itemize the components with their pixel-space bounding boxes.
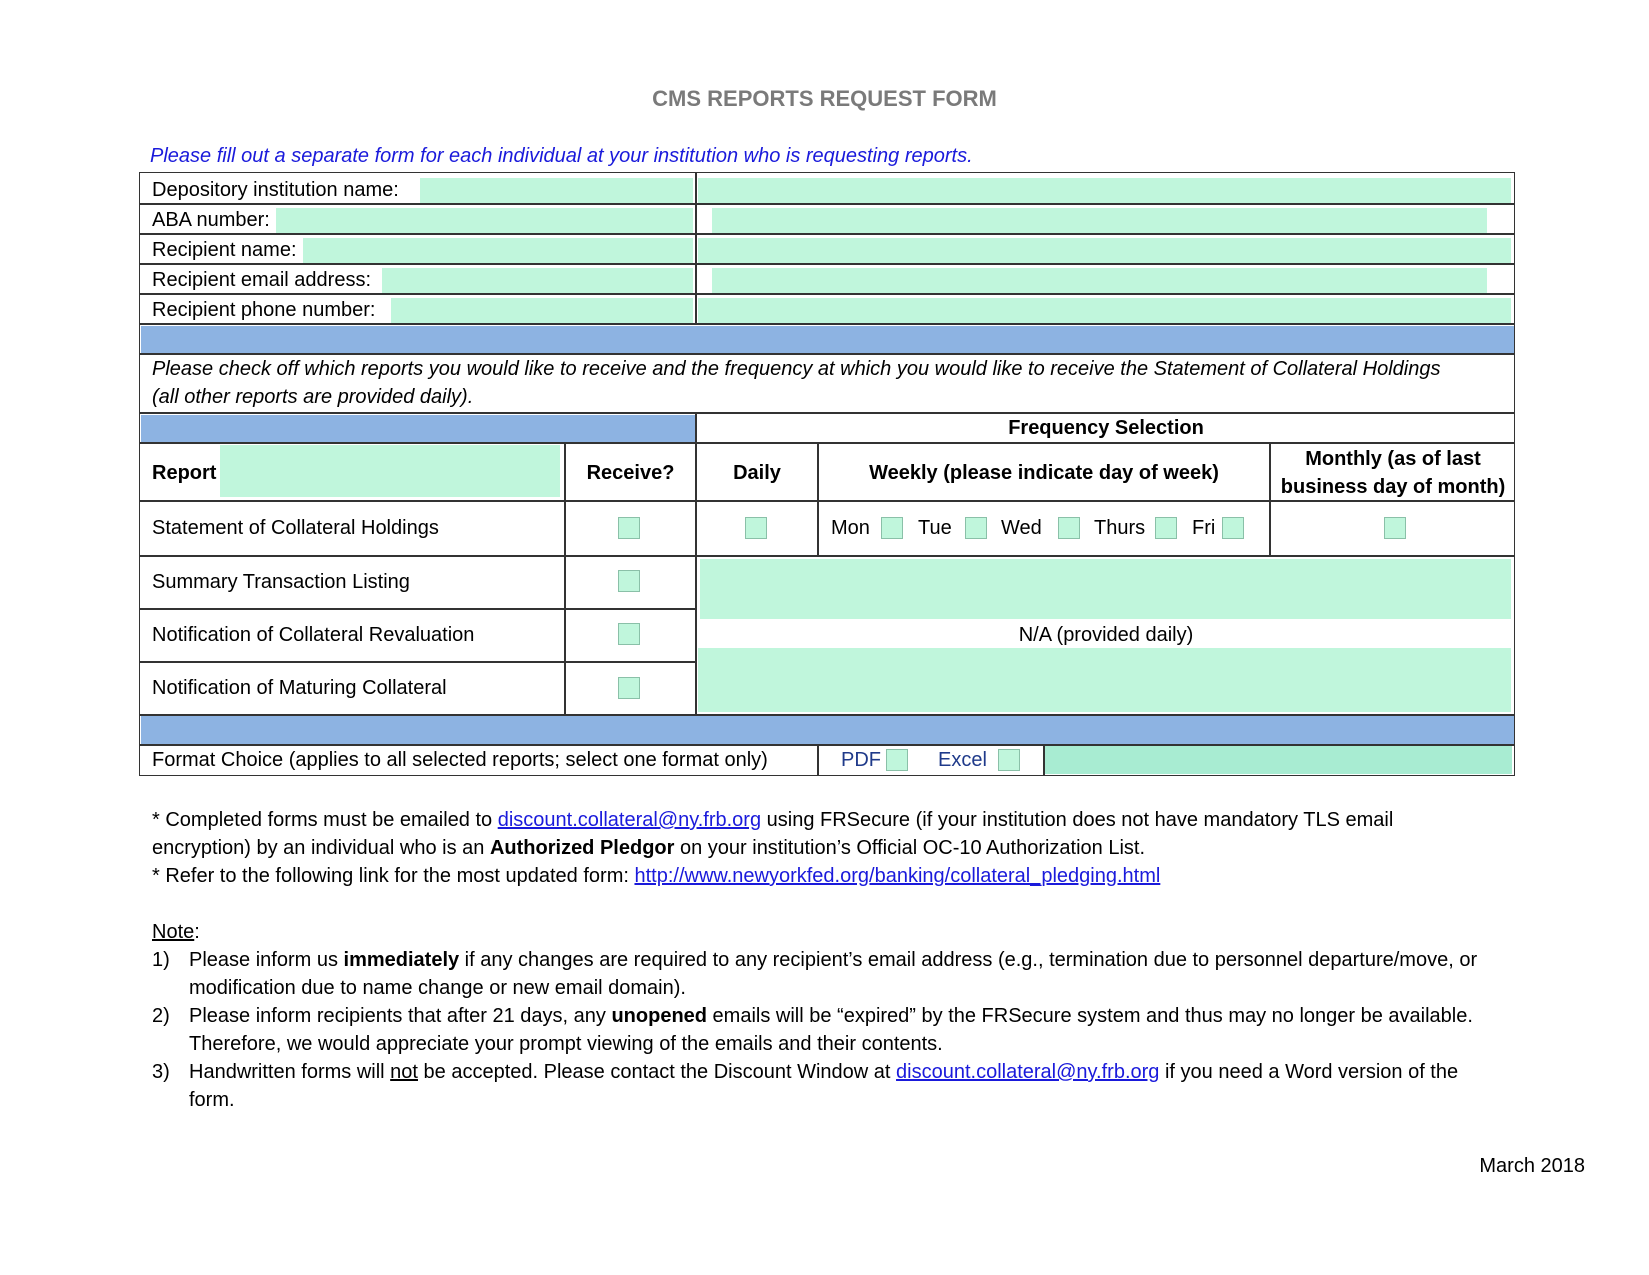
col-header-weekly: Weekly (please indicate day of week) (869, 462, 1219, 484)
footer-text: on your institution’s Official OC-10 Authorization List. (674, 837, 1146, 859)
note-emphasis: unopened (611, 1005, 707, 1027)
row-line (139, 500, 1515, 502)
format-label-excel: Excel (938, 749, 987, 771)
monthly-checkbox[interactable] (1384, 517, 1406, 539)
format-checkbox-pdf[interactable] (886, 749, 908, 771)
report-row-revaluation: Notification of Collateral Revaluation (152, 624, 475, 646)
report-row-maturing: Notification of Maturing Collateral (152, 677, 447, 699)
footer-text: using FRSecure (if your institution does not have mandatory TLS email (761, 809, 1394, 831)
receive-checkbox-statement[interactable] (618, 517, 640, 539)
col-header-report: Report (152, 462, 217, 484)
weekday-label-thurs: Thurs (1094, 517, 1146, 539)
page-title: CMS REPORTS REQUEST FORM (652, 86, 997, 111)
form-url-link[interactable]: http://www.newyorkfed.org/banking/collateral_pledging.html (634, 865, 1161, 887)
row-line (139, 442, 1515, 444)
row-line (139, 608, 697, 610)
note-text: if any changes are required to any recipient’s email address (e.g., termination due to personnel departure/move, or (459, 949, 1478, 971)
row-line (139, 555, 1515, 557)
row-line (139, 233, 1515, 235)
report-row-statement: Statement of Collateral Holdings (152, 517, 439, 539)
note-3-line-1 (189, 1058, 1458, 1086)
footer-line-1 (152, 806, 1393, 834)
col-line (695, 172, 697, 325)
field-label-recipient-email: Recipient email address: (152, 269, 371, 291)
weekday-checkbox-thurs[interactable] (1155, 517, 1177, 539)
col-header-monthly-2: business day of month) (1280, 476, 1506, 498)
row-line (139, 203, 1515, 205)
weekday-label-wed: Wed (1001, 517, 1042, 539)
receive-checkbox-summary[interactable] (618, 570, 640, 592)
institution-name-input[interactable] (698, 178, 1511, 203)
col-line (695, 412, 697, 716)
institution-name-label-fill (420, 178, 693, 203)
note-emphasis: immediately (343, 949, 460, 971)
note-1-line-1 (189, 946, 1477, 974)
aba-number-label-fill (276, 208, 693, 233)
format-checkbox-excel[interactable] (998, 749, 1020, 771)
note-colon: : (194, 921, 200, 943)
weekday-checkbox-fri[interactable] (1222, 517, 1244, 539)
note-heading-text: Note (152, 921, 195, 943)
recipient-phone-input[interactable] (698, 298, 1511, 323)
receive-checkbox-revaluation[interactable] (618, 623, 640, 645)
revision-date: March 2018 (1479, 1155, 1585, 1177)
note-2-line-1 (189, 1002, 1473, 1030)
report-instruction-line2: (all other reports are provided daily). (152, 386, 474, 408)
note-2-number: 2) (152, 1005, 170, 1027)
row-line (139, 353, 1515, 355)
format-fill (1045, 746, 1512, 774)
row-line (139, 661, 697, 663)
field-label-aba: ABA number: (152, 209, 270, 231)
col-header-daily: Daily (733, 462, 781, 484)
frequency-selection-header: Frequency Selection (1008, 417, 1204, 439)
row-line (139, 323, 1515, 325)
field-label-institution: Depository institution name: (152, 179, 399, 201)
note-3-number: 3) (152, 1061, 170, 1083)
na-fill-bottom (698, 648, 1511, 712)
recipient-name-label-fill (303, 238, 693, 263)
note-1-number: 1) (152, 949, 170, 971)
footer-text: encryption) by an individual who is an (152, 837, 490, 859)
format-label-pdf: PDF (841, 749, 881, 771)
na-fill-top (700, 559, 1511, 619)
na-provided-daily: N/A (provided daily) (1018, 624, 1194, 646)
report-header-fill (220, 445, 560, 497)
note-text: emails will be “expired” by the FRSecure system and thus may no longer be available. (707, 1005, 1473, 1027)
note-heading (152, 918, 200, 946)
footer-line-2 (152, 834, 1145, 862)
col-header-receive: Receive? (586, 462, 675, 484)
field-label-recipient-name: Recipient name: (152, 239, 297, 261)
email-link[interactable]: discount.collateral@ny.frb.org (497, 809, 762, 831)
format-choice-label: Format Choice (applies to all selected reports; select one format only) (152, 749, 768, 771)
note-text: Please inform recipients that after 21 days, any (189, 1005, 612, 1027)
note-text: if you need a Word version of the (1159, 1061, 1459, 1083)
footer-text: * Completed forms must be emailed to (152, 809, 498, 831)
col-line (817, 442, 819, 557)
footer-text: * Refer to the following link for the most updated form: (152, 865, 635, 887)
weekday-checkbox-wed[interactable] (1058, 517, 1080, 539)
weekday-label-fri: Fri (1192, 517, 1216, 539)
separator-band-report (141, 415, 695, 443)
daily-checkbox[interactable] (745, 517, 767, 539)
weekday-label-mon: Mon (831, 517, 870, 539)
col-header-monthly-1: Monthly (as of last (1305, 448, 1481, 470)
row-line (139, 412, 1515, 414)
recipient-phone-label-fill (391, 298, 693, 323)
receive-checkbox-maturing[interactable] (618, 677, 640, 699)
aba-number-input[interactable] (712, 208, 1487, 233)
note-text: Handwritten forms will (189, 1061, 391, 1083)
report-instruction-line1: Please check off which reports you would like to receive and the frequency at which you would like to receive the Statement of Collateral Holdings (152, 358, 1441, 380)
field-label-recipient-phone: Recipient phone number: (152, 299, 376, 321)
weekday-checkbox-tue[interactable] (965, 517, 987, 539)
weekday-checkbox-mon[interactable] (881, 517, 903, 539)
separator-band-1 (141, 326, 1514, 354)
note-3-line-2: form. (189, 1089, 235, 1111)
intro-instruction: Please fill out a separate form for each individual at your institution who is requesting reports. (150, 145, 973, 167)
recipient-name-input[interactable] (698, 238, 1511, 263)
row-line (139, 714, 1515, 716)
recipient-email-label-fill (382, 268, 693, 293)
note-email-link[interactable]: discount.collateral@ny.frb.org (896, 1061, 1160, 1083)
row-line (139, 263, 1515, 265)
authorized-pledgor: Authorized Pledgor (489, 837, 675, 859)
col-line (817, 744, 819, 776)
report-row-summary: Summary Transaction Listing (152, 571, 410, 593)
separator-band-2 (141, 716, 1514, 744)
note-1-line-2: modification due to name change or new email domain). (189, 977, 686, 999)
note-emphasis: not (390, 1061, 418, 1083)
col-line (1043, 744, 1045, 776)
row-line (139, 744, 1515, 746)
note-2-line-2: Therefore, we would appreciate your prompt viewing of the emails and their contents. (189, 1033, 943, 1055)
note-text: Please inform us (189, 949, 344, 971)
recipient-email-input[interactable] (712, 268, 1487, 293)
weekday-label-tue: Tue (918, 517, 952, 539)
footer-line-3 (152, 862, 1160, 890)
row-line (139, 293, 1515, 295)
note-text: be accepted. Please contact the Discount Window at (417, 1061, 897, 1083)
